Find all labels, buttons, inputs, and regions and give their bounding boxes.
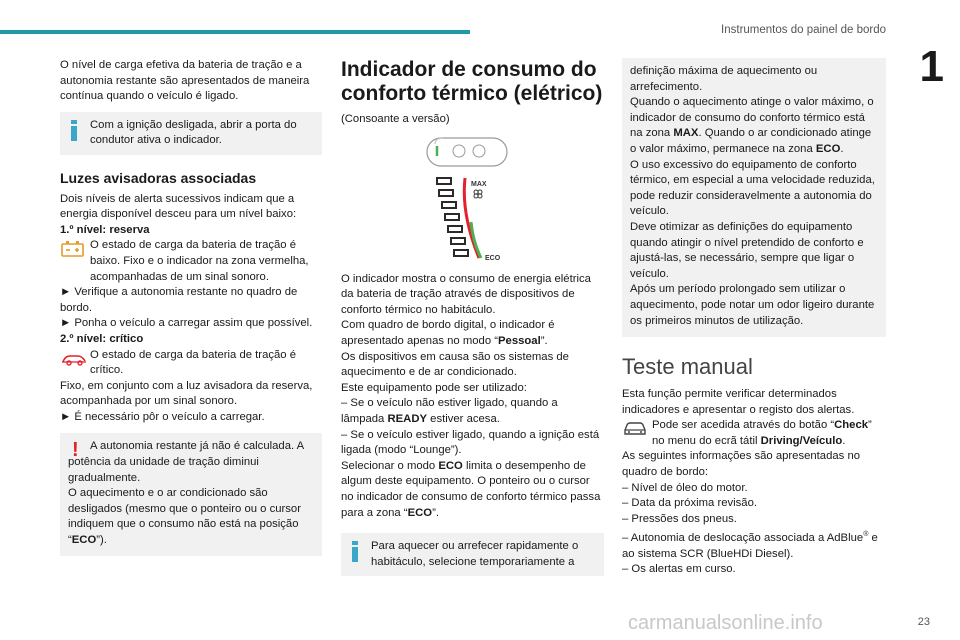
level1-title: 1.º nível: reserva (60, 223, 150, 236)
info-box (60, 112, 322, 155)
p-digital: Com quadro de bordo digital, o indicador é apresentado apenas no modo “Pessoal”. (341, 319, 555, 347)
level1-bullet-1: ► Verifique a autonomia restante no quadro de bordo. (60, 286, 298, 314)
consumption-gauge-illustration (421, 134, 551, 264)
running-header: Instrumentos do painel de bordo (721, 24, 886, 36)
list-item: – Os alertas em curso. (622, 563, 736, 576)
gauge-max-label: MAX (471, 180, 487, 188)
list-item: – Pressões dos pneus. (622, 512, 737, 525)
page-number: 23 (917, 616, 930, 628)
exclamation-icon: ! (72, 439, 79, 462)
intro-paragraph: O nível de carga efetiva da bateria de tração e a autonomia restante são apresentados de maneira contínua quando o veículo é ligado. (60, 59, 310, 103)
p-devices: Os dispositivos em causa são os sistemas de aquecimento e de ar condicionado. (341, 350, 569, 379)
car-plug-warning-icon (60, 348, 90, 379)
info-icon (71, 120, 77, 141)
p-lounge: – Se o veículo estiver ligado, quando a ignição está ligada (modo “Lounge”). (341, 428, 600, 457)
box-p3: O uso excessivo do equipamento de conforto térmico, em especial a uma velocidade reduzida, pode reduzir consideravelmente a autonomia do veículo. (630, 158, 875, 218)
p-check-button: Pode ser acedida através do botão “Check” no menu do ecrã tátil Driving/Veículo. (652, 419, 872, 447)
section-heading: Luzes avisadoras associadas (60, 169, 257, 186)
chapter-number: 1 (919, 42, 942, 91)
warning-box (60, 433, 322, 555)
list-item: – Autonomia de deslocação associada a AdBlue® e ao sistema SCR (BlueHDi Diesel). (622, 531, 878, 560)
info-icon (352, 541, 358, 562)
info-box-2 (341, 533, 604, 576)
version-note: (Consoante a versão) (341, 113, 450, 125)
section-title: Indicador de consumo do conforto térmico (elétrico) (341, 58, 603, 105)
level1-block (60, 238, 322, 285)
info-text: Com a ignição desligada, abrir a porta do condutor ativa o indicador. (90, 118, 297, 147)
warning-text-2: O aquecimento e o ar condicionado são desligados (mesmo que o ponteiro ou o cursor indiquem que o consumo não está na posição “ECO”). (68, 487, 301, 547)
box-p1: definição máxima de aquecimento ou arrefecimento. (630, 65, 818, 93)
column-2 (341, 58, 604, 583)
p-info-list-intro: As seguintes informações são apresentadas no quadro de bordo: (622, 450, 861, 479)
level2-bullet-1: ► É necessário pôr o veículo a carregar. (60, 410, 265, 423)
p-manual-test: Esta função permite verificar determinados indicadores e apresentar o registo dos alertas. (622, 388, 855, 416)
box-p5: Após um período prolongado sem utilizar o aquecimento, pode notar um odor ligeiro durante os primeiros minutos de utilização. (630, 283, 875, 327)
p-usage: Este equipamento pode ser utilizado: (341, 381, 527, 394)
gauge-eco-label: ECO (485, 254, 501, 262)
info-box-continued (622, 58, 886, 337)
check-block (622, 418, 886, 449)
p-indicator: O indicador mostra o consumo de energia elétrica da bateria de tração através de dispositivos de conforto térmico no habitáculo. (341, 272, 591, 316)
column-3 (622, 58, 886, 578)
p-ready: – Se o veículo não estiver ligado, quando a lâmpada READY estiver acesa. (341, 397, 558, 425)
header-accent-bar (0, 30, 470, 34)
list-item: – Data da próxima revisão. (622, 497, 758, 510)
level2-title: 2.º nível: crítico (60, 332, 144, 345)
level1-bullet-2: ► Ponha o veículo a carregar assim que possível. (60, 317, 313, 330)
watermark-url: carmanualsonline.info (628, 612, 823, 634)
column-1 (60, 58, 322, 564)
level2-block (60, 348, 322, 379)
warning-text-1: A autonomia restante já não é calculada. A potência da unidade de tração diminui gradualmente. (68, 440, 304, 484)
info-text-2: Para aquecer ou arrefecer rapidamente o habitáculo, selecione temporariamente a (371, 540, 579, 568)
level2-text-2: Fixo, em conjunto com a luz avisadora da reserva, acompanhada por um sinal sonoro. (60, 379, 313, 408)
section-heading-manual-test: Teste manual (622, 354, 753, 380)
list-item: – Nível de óleo do motor. (622, 481, 748, 494)
box-p4: Deve otimizar as definições do equipamento quando atingir o nível pretendido de conforto e ajustá-las, se necessário, sempre que ligar o veículo. (630, 220, 864, 280)
battery-warning-icon (60, 238, 90, 285)
box-p2: Quando o aquecimento atinge o valor máximo, o indicador de consumo do conforto térmico está na zona MAX. Quando o ar condicionado atinge o valor máximo, permanece na zona ECO. (630, 96, 874, 155)
level2-text: O estado de carga da bateria de tração é crítico. (90, 348, 296, 377)
p-eco: Selecionar o modo ECO limita o desempenho de algum deste equipamento. O ponteiro ou o cursor no indicador de consumo de conforto térmico passa para a zona “ECO”. (341, 459, 601, 519)
car-icon (622, 418, 652, 449)
levels-intro: Dois níveis de alerta sucessivos indicam que a energia disponível desceu para um nível baixo: (60, 192, 297, 221)
level1-text: O estado de carga da bateria de tração é baixo. Fixo e o indicador na zona vermelha, acompanhadas de um sinal sonoro. (90, 239, 309, 283)
